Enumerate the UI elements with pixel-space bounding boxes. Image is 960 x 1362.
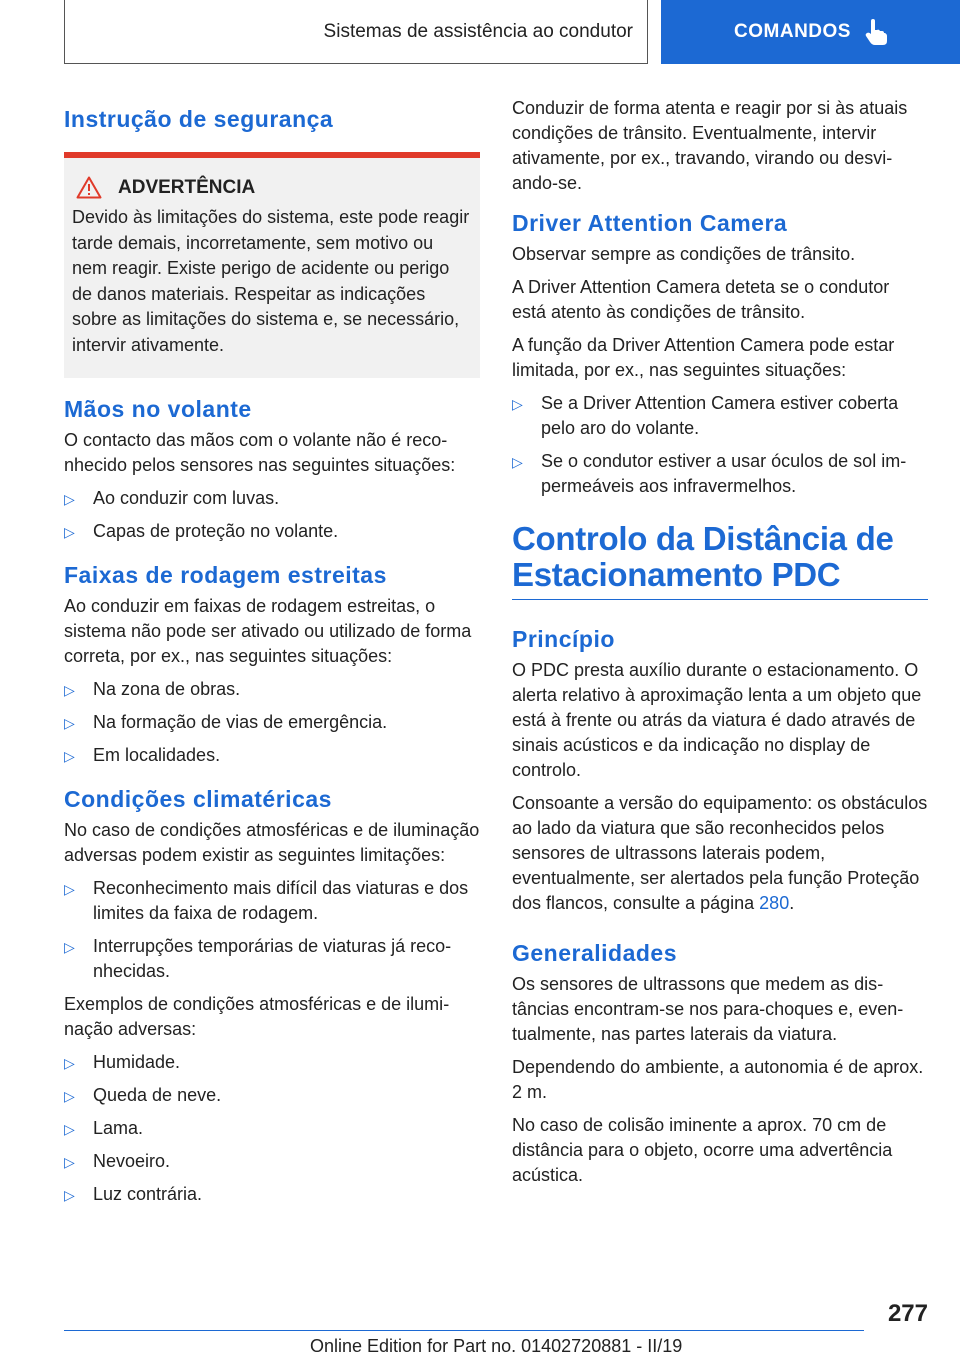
chapter-tab[interactable] bbox=[661, 0, 960, 64]
list-item: ▷ Nevoeiro. bbox=[64, 1149, 480, 1174]
principle-p1: O PDC presta auxílio durante o estacionamento. O alerta relativo à aproximação lenta a um objeto que está à frente ou atrás da viatura é dado através de sinais acústicos e da indicação no display de controlo. bbox=[512, 660, 922, 780]
triangle-bullet-icon: ▷ bbox=[64, 524, 75, 540]
list-item: ▷ Capas de proteção no volante. bbox=[64, 519, 480, 544]
triangle-bullet-icon: ▷ bbox=[64, 1121, 75, 1137]
triangle-bullet-icon: ▷ bbox=[64, 1055, 75, 1071]
triangle-bullet-icon: ▷ bbox=[64, 1088, 75, 1104]
camera-p2: A Driver Attention Camera deteta se o condutor está atento às condições de trânsito. bbox=[512, 277, 890, 322]
warning-text: Devido às limitações do sistema, este pode reagir tarde demais, incorretamente, sem motivo ou nem reagir. Existe perigo de acidente ou perigo de danos materiais. Respeitar as indicações sobre as limitações do sistema e, se necessário, intervir ativamente. bbox=[72, 207, 470, 355]
footer-edition: Online Edition for Part no. 01402720881 - II/19 bbox=[310, 1336, 683, 1356]
weather-examples-intro: Exemplos de condições atmosféricas e de iluminação adversas: bbox=[64, 994, 450, 1039]
hands-list bbox=[64, 486, 480, 544]
general-p2: Dependendo do ambiente, a autonomia é de aprox. 2 m. bbox=[512, 1057, 924, 1102]
right-column bbox=[512, 96, 928, 1196]
triangle-bullet-icon: ▷ bbox=[64, 682, 75, 698]
triangle-bullet-icon: ▷ bbox=[64, 939, 75, 955]
warning-triangle-icon bbox=[76, 176, 102, 199]
camera-list bbox=[512, 391, 928, 499]
triangle-bullet-icon: ▷ bbox=[512, 454, 523, 470]
camera-p1: Observar sempre as condições de trânsito. bbox=[512, 244, 856, 264]
camera-heading: Driver Attention Camera bbox=[512, 210, 788, 236]
triangle-bullet-icon: ▷ bbox=[512, 396, 523, 412]
principle-heading: Princípio bbox=[512, 626, 615, 652]
hands-intro: O contacto das mãos com o volante não é reconhecido pelos sensores nas seguintes situações: bbox=[64, 430, 456, 475]
weather-examples-list bbox=[64, 1050, 480, 1207]
list-item: ▷ Queda de neve. bbox=[64, 1083, 480, 1108]
narrow-heading: Faixas de rodagem estreitas bbox=[64, 562, 387, 588]
triangle-bullet-icon: ▷ bbox=[64, 491, 75, 507]
list-item: ▷ Reconhecimento mais difícil das viaturas e dos limites da faixa de rodagem. bbox=[64, 878, 469, 923]
triangle-bullet-icon: ▷ bbox=[64, 881, 75, 897]
narrow-list bbox=[64, 677, 480, 768]
general-p3: No caso de colisão iminente a aprox. 70 cm de distância para o objeto, ocorre uma advertência acústica. bbox=[512, 1115, 893, 1185]
list-item: ▷ Em localidades. bbox=[64, 743, 480, 768]
list-item: ▷ Se a Driver Attention Camera estiver coberta pelo aro do volante. bbox=[512, 393, 899, 438]
page-link[interactable]: 280 bbox=[759, 893, 790, 913]
list-item: ▷ Se o condutor estiver a usar óculos de sol impermeáveis aos infravermelhos. bbox=[512, 451, 907, 496]
hands-heading: Mãos no volante bbox=[64, 396, 252, 422]
left-column bbox=[64, 96, 480, 1215]
section-title: Sistemas de assistência ao condutor bbox=[323, 20, 633, 42]
header-section-title bbox=[64, 0, 648, 64]
pointing-hand-icon bbox=[865, 19, 887, 45]
camera-p3: A função da Driver Attention Camera pode estar limitada, por ex., nas seguintes situações: bbox=[512, 335, 895, 380]
weather-intro: No caso de condições atmosféricas e de iluminação adversas podem existir as seguintes limitações: bbox=[64, 820, 480, 865]
list-item: ▷ Na zona de obras. bbox=[64, 677, 480, 702]
warning-title-text: ADVERTÊNCIA bbox=[118, 176, 256, 198]
pdc-title: Controlo da Distância de Estacionamento PDC bbox=[512, 521, 928, 600]
triangle-bullet-icon: ▷ bbox=[64, 715, 75, 731]
safety-heading: Instrução de segurança bbox=[64, 106, 334, 132]
triangle-bullet-icon: ▷ bbox=[64, 1187, 75, 1203]
page-number: 277 bbox=[887, 1300, 928, 1327]
list-item: ▷ Luz contrária. bbox=[64, 1182, 480, 1207]
triangle-bullet-icon: ▷ bbox=[64, 1154, 75, 1170]
footer-rule bbox=[64, 1330, 864, 1331]
warning-title bbox=[72, 176, 472, 199]
list-item: ▷ Na formação de vias de emergência. bbox=[64, 710, 480, 735]
weather-list bbox=[64, 876, 480, 984]
weather-heading: Condições climatéricas bbox=[64, 786, 332, 812]
list-item: ▷ Humidade. bbox=[64, 1050, 480, 1075]
chapter-label: COMANDOS bbox=[734, 21, 851, 42]
warning-box bbox=[64, 158, 480, 378]
list-item: ▷ Ao conduzir com luvas. bbox=[64, 486, 480, 511]
continuation-paragraph: Conduzir de forma atenta e reagir por si às atuais condições de trânsito. Eventualmente, intervir ativamente, por ex., travando, virando ou desviando-se. bbox=[512, 98, 908, 193]
list-item: ▷ Lama. bbox=[64, 1116, 480, 1141]
general-heading: Generalidades bbox=[512, 940, 678, 966]
list-item: ▷ Interrupções temporárias de viaturas já reconhecidas. bbox=[64, 936, 452, 981]
triangle-bullet-icon: ▷ bbox=[64, 748, 75, 764]
general-p1: Os sensores de ultrassons que medem as distâncias encontram-se nos para-choques e, eventualmente, nas partes laterais da viatura. bbox=[512, 974, 904, 1044]
narrow-intro: Ao conduzir em faixas de rodagem estreitas, o sistema não pode ser ativado ou utilizado de forma correta, por ex., nas seguintes situações: bbox=[64, 596, 472, 666]
principle-p2: Consoante a versão do equipamento: os obstáculos ao lado da viatura que são reconhecidos pelos sensores de ultrassons laterais podem, eventualmente, ser alertados pela função Proteção dos flancos, consulte a página 280. bbox=[512, 793, 928, 913]
